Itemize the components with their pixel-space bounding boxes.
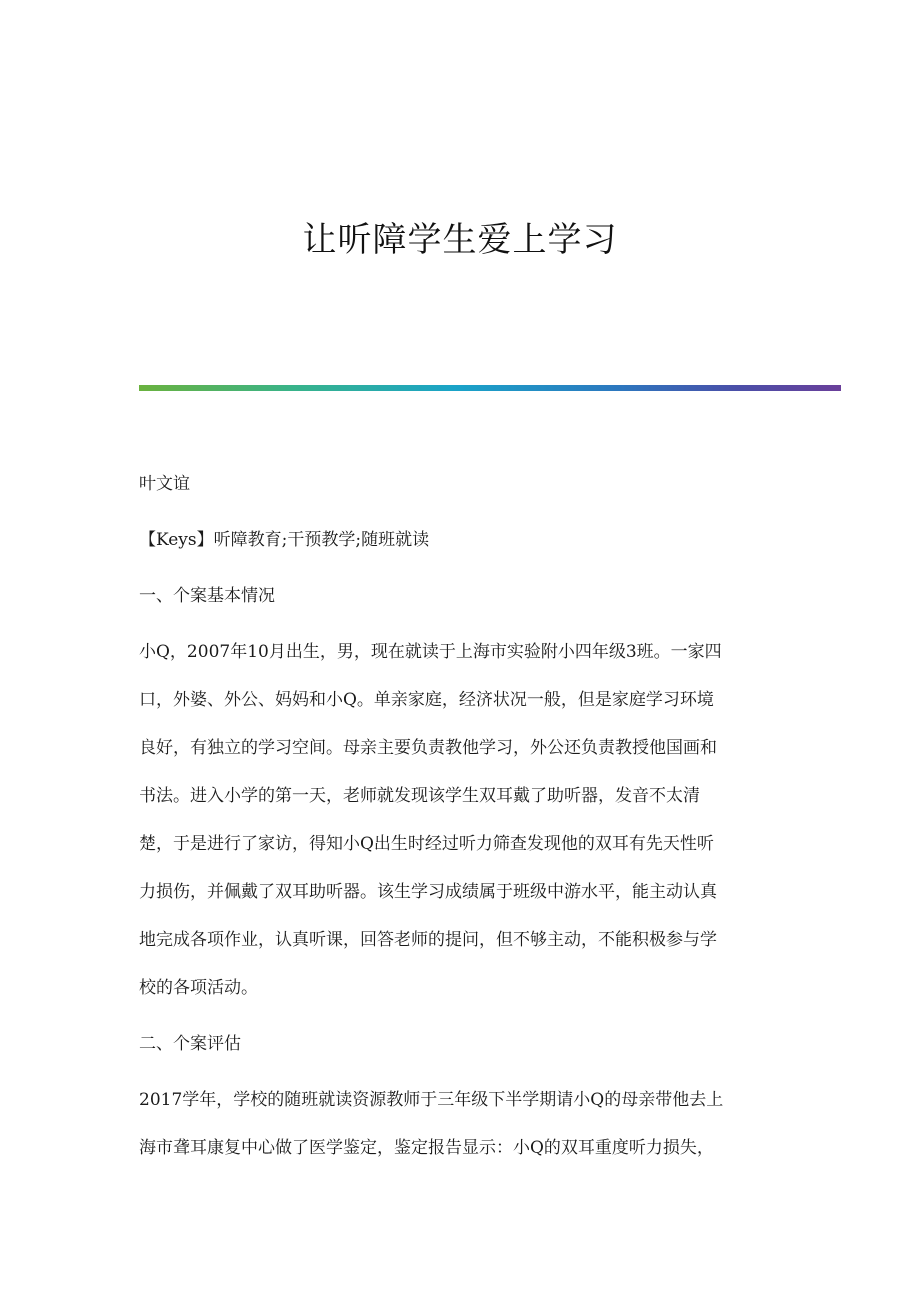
paragraph-line: 地完成各项作业，认真听课，回答老师的提问，但不够主动，不能积极参与学 xyxy=(139,930,717,950)
section-2-heading: 二、个案评估 xyxy=(139,1034,241,1054)
title-divider xyxy=(139,385,841,391)
section-1-heading: 一、个案基本情况 xyxy=(139,586,275,606)
paragraph-line: 校的各项活动。 xyxy=(139,978,258,998)
paragraph-line: 书法。进入小学的第一天，老师就发现该学生双耳戴了助听器，发音不太清 xyxy=(139,786,700,806)
paragraph-line: 良好，有独立的学习空间。母亲主要负责教他学习，外公还负责教授他国画和 xyxy=(139,738,717,758)
document-title: 让听障学生爱上学习 xyxy=(302,220,618,260)
keywords-line: 【Keys】听障教育;干预教学;随班就读 xyxy=(139,530,430,550)
paragraph-line: 小Q，2007年10月出生，男，现在就读于上海市实验附小四年级3班。一家四 xyxy=(139,642,722,662)
paragraph-line: 力损伤，并佩戴了双耳助听器。该生学习成绩属于班级中游水平，能主动认真 xyxy=(139,882,717,902)
paragraph-line: 口，外婆、外公、妈妈和小Q。单亲家庭，经济状况一般，但是家庭学习环境 xyxy=(139,690,714,710)
paragraph-line: 2017学年，学校的随班就读资源教师于三年级下半学期请小Q的母亲带他去上 xyxy=(139,1090,724,1110)
author-name: 叶文谊 xyxy=(139,474,190,494)
paragraph-line: 楚，于是进行了家访，得知小Q出生时经过听力筛查发现他的双耳有先天性听 xyxy=(139,834,714,854)
paragraph-line: 海市聋耳康复中心做了医学鉴定，鉴定报告显示：小Q的双耳重度听力损失， xyxy=(139,1138,714,1158)
